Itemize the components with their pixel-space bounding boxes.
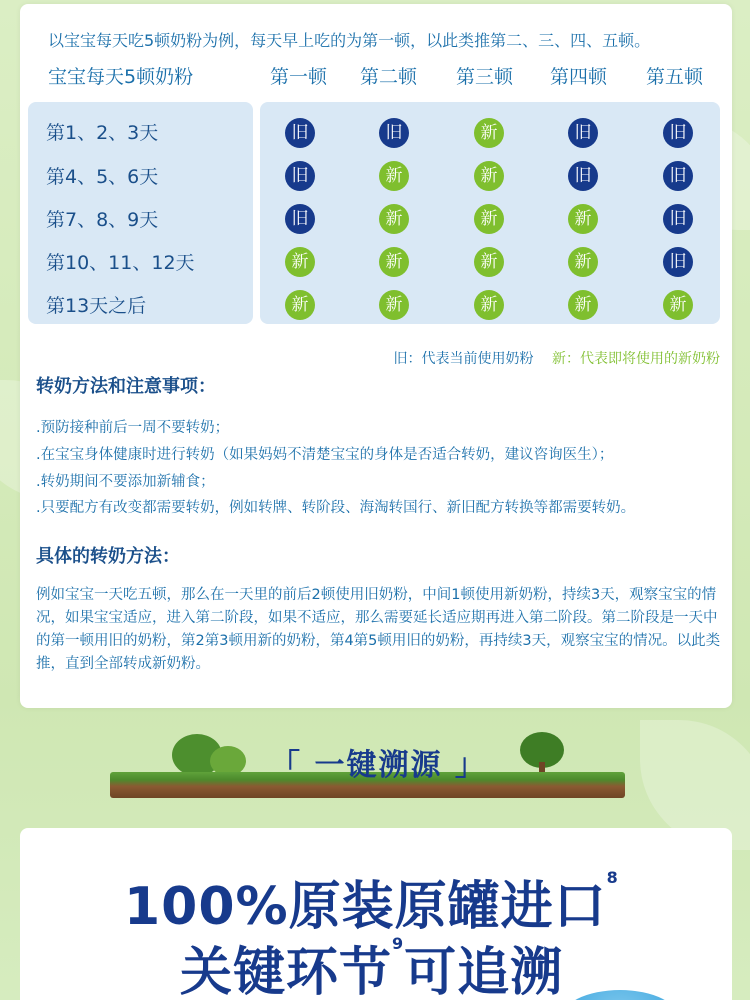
promo-line-1 <box>124 864 619 939</box>
new-formula-marker: 新 <box>663 290 693 320</box>
day-row-label: 第4、5、6天 <box>46 166 159 188</box>
promo-line-2-text-a: 关键环节 <box>180 943 393 1000</box>
old-formula-marker: 旧 <box>285 161 315 191</box>
new-formula-marker: 新 <box>474 204 504 234</box>
old-formula-marker: 旧 <box>379 118 409 148</box>
new-formula-marker: 新 <box>474 118 504 148</box>
day-row-label: 第1、2、3天 <box>46 122 159 144</box>
new-formula-marker: 新 <box>285 247 315 277</box>
new-formula-marker: 新 <box>379 290 409 320</box>
column-header: 第二顿 <box>360 66 418 88</box>
new-formula-marker: 新 <box>379 247 409 277</box>
new-formula-marker: 新 <box>568 204 598 234</box>
old-formula-marker: 旧 <box>663 118 693 148</box>
legend-new: 新：代表即将使用的新奶粉 <box>552 351 720 367</box>
promo-line-1-text: 100%原装原罐进口 <box>124 877 607 937</box>
old-formula-marker: 旧 <box>568 161 598 191</box>
column-header: 第四顿 <box>550 66 608 88</box>
table-header-row <box>20 62 732 90</box>
traceability-banner <box>110 728 625 804</box>
column-header: 第一顿 <box>270 66 328 88</box>
new-formula-marker: 新 <box>379 204 409 234</box>
promo-card <box>20 828 732 1000</box>
legend <box>394 348 720 368</box>
table-corner-label: 宝宝每天5顿奶粉 <box>48 66 194 88</box>
feeding-guide-card <box>20 4 732 708</box>
legend-old: 旧：代表当前使用奶粉 <box>393 351 534 367</box>
column-header: 第三顿 <box>456 66 514 88</box>
day-row-label: 第7、8、9天 <box>46 209 159 231</box>
old-formula-marker: 旧 <box>568 118 598 148</box>
promo-line-2 <box>180 930 563 1000</box>
tip-item: .转奶期间不要添加新辅食； <box>36 474 215 490</box>
new-formula-marker: 新 <box>474 161 504 191</box>
column-header: 第五顿 <box>646 66 704 88</box>
section-title-method: 具体的转奶方法： <box>36 546 180 567</box>
tip-item: .预防接种前后一周不要转奶； <box>36 420 230 436</box>
promo-line-2-text-b: 可追溯 <box>404 943 564 1000</box>
banner-title: 「 一键溯源 」 <box>270 748 487 783</box>
old-formula-marker: 旧 <box>663 204 693 234</box>
section-title-notes: 转奶方法和注意事项： <box>36 376 216 397</box>
day-labels-panel <box>28 102 253 324</box>
new-formula-marker: 新 <box>474 290 504 320</box>
footnote-mark: 9 <box>392 934 405 953</box>
feeding-schedule-grid <box>260 102 720 324</box>
day-row-label: 第13天之后 <box>46 295 147 317</box>
method-paragraph: 例如宝宝一天吃五顿，那么在一天里的前后2顿使用旧奶粉，中间1顿使用新奶粉，持续3天，观察宝宝的情况，如果宝宝适应，进入第二阶段，如果不适应，那么需要延长适应期再进入第二阶段。第二阶段是一天中的第一顿用旧的奶粉，第2第3顿用新的奶粉，第4第5顿用旧的奶粉，再持续3天，观察宝宝的情况。以此类推，直到全部转成新奶粉。 <box>36 587 721 672</box>
footnote-mark: 8 <box>606 868 619 887</box>
new-formula-marker: 新 <box>285 290 315 320</box>
day-row-label: 第10、11、12天 <box>46 252 195 274</box>
intro-text: 以宝宝每天吃5顿奶粉为例，每天早上吃的为第一顿，以此类推第二、三、四、五顿。 <box>48 31 651 50</box>
new-formula-marker: 新 <box>568 290 598 320</box>
old-formula-marker: 旧 <box>663 247 693 277</box>
old-formula-marker: 旧 <box>663 161 693 191</box>
old-formula-marker: 旧 <box>285 118 315 148</box>
tip-item: .在宝宝身体健康时进行转奶（如果妈妈不清楚宝宝的身体是否适合转奶，建议咨询医生）； <box>36 447 614 463</box>
tip-item: .只要配方有改变都需要转奶，例如转牌、转阶段、海淘转国行、新旧配方转换等都需要转奶。 <box>36 500 636 516</box>
new-formula-marker: 新 <box>568 247 598 277</box>
old-formula-marker: 旧 <box>285 204 315 234</box>
globe-decoration <box>560 990 680 1000</box>
new-formula-marker: 新 <box>379 161 409 191</box>
new-formula-marker: 新 <box>474 247 504 277</box>
